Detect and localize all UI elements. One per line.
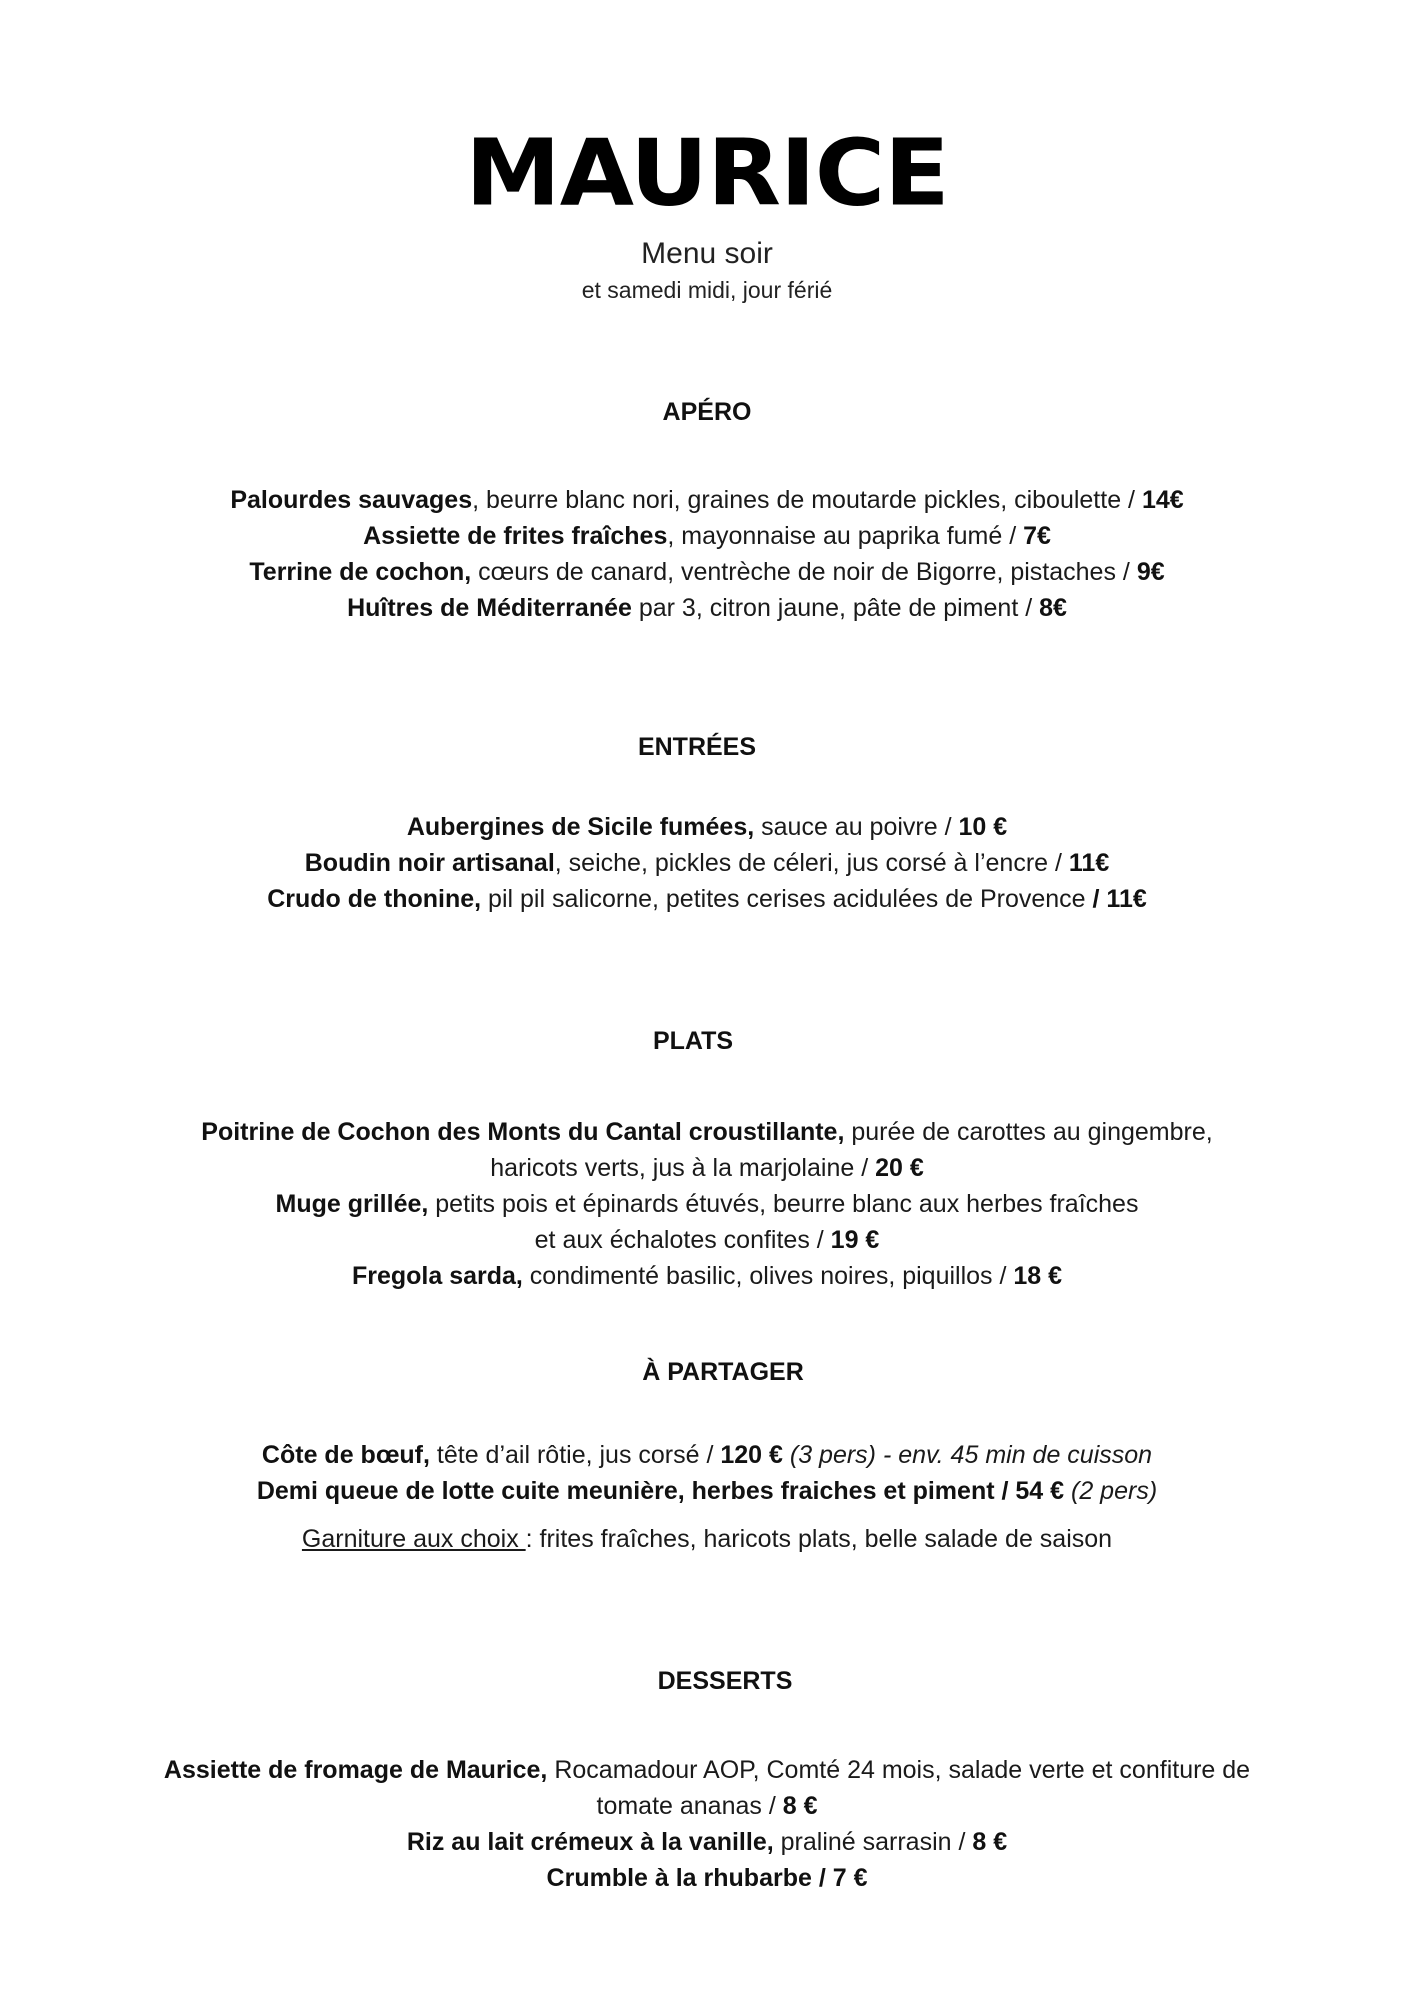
item-name: Terrine de cochon,: [249, 558, 472, 586]
item-description: purée de carottes au gingembre,: [844, 1118, 1213, 1146]
item-price: 120 €: [720, 1441, 783, 1469]
menu-item: [90, 845, 1324, 881]
menu-item-continued: [90, 1222, 1324, 1258]
item-name: Muge grillée,: [275, 1190, 429, 1218]
menu-item: [90, 1437, 1324, 1473]
item-price: 7€: [1023, 522, 1051, 550]
item-price: 14€: [1141, 486, 1184, 514]
item-name: Crudo de thonine,: [267, 885, 482, 913]
menu-item: [90, 1186, 1324, 1222]
section-partager: [90, 1437, 1324, 1557]
item-note: (3 pers) - env. 45 min de cuisson: [782, 1441, 1153, 1469]
item-description: praliné sarrasin /: [773, 1828, 973, 1856]
menu-item: [90, 1473, 1324, 1509]
item-name: Poitrine de Cochon des Monts du Cantal croustillante,: [201, 1118, 845, 1146]
section-entrees: [90, 809, 1324, 917]
item-description: cœurs de canard, ventrèche de noir de Bigorre, pistaches /: [471, 558, 1137, 586]
item-description: tête d’ail rôtie, jus corsé /: [429, 1441, 721, 1469]
item-price: 19 €: [830, 1226, 880, 1254]
item-note: (2 pers): [1064, 1477, 1158, 1505]
item-name: Palourdes sauvages: [230, 486, 473, 514]
item-description: par 3, citron jaune, pâte de piment /: [631, 594, 1040, 622]
menu-item: [90, 1114, 1324, 1150]
item-name: Huîtres de Méditerranée: [347, 594, 632, 622]
menu-subtitle: Menu soir: [641, 237, 773, 270]
item-price: 8€: [1039, 594, 1067, 622]
menu-item: [90, 1258, 1324, 1294]
item-name: Demi queue de lotte cuite meunière, herbes fraiches et piment: [256, 1477, 995, 1505]
item-description: , seiche, pickles de céleri, jus corsé à l’encre /: [554, 849, 1069, 877]
section-title-plats: PLATS: [652, 1027, 734, 1055]
menu-item: [90, 1824, 1324, 1860]
item-price: 20 €: [875, 1154, 924, 1182]
restaurant-logo: MAURICE: [465, 119, 949, 227]
menu-item: [90, 1860, 1324, 1896]
item-price: 18 €: [1013, 1262, 1063, 1290]
item-separator: /: [994, 1477, 1016, 1505]
section-title-desserts: DESSERTS: [657, 1667, 793, 1695]
item-description: et aux échalotes confites /: [534, 1226, 831, 1254]
menu-item: [90, 809, 1324, 845]
menu-item-continued: [90, 1788, 1324, 1824]
item-description: Rocamadour AOP, Comté 24 mois, salade verte et confiture de: [547, 1756, 1251, 1784]
menu-item: [90, 518, 1324, 554]
item-description: , beurre blanc nori, graines de moutarde pickles, ciboulette /: [472, 486, 1142, 514]
item-name: Assiette de frites fraîches: [363, 522, 668, 550]
menu-item: [90, 554, 1324, 590]
item-description: sauce au poivre /: [754, 813, 959, 841]
menu-item: [90, 482, 1324, 518]
section-apero: [90, 482, 1324, 626]
item-description: tomate ananas /: [596, 1792, 783, 1820]
item-name: Assiette de fromage de Maurice,: [163, 1756, 548, 1784]
item-name: Aubergines de Sicile fumées,: [406, 813, 755, 841]
garniture-line: [90, 1521, 1324, 1557]
garniture-options: : frites fraîches, haricots plats, belle salade de saison: [525, 1525, 1113, 1553]
menu-item: [90, 590, 1324, 626]
item-price: 10 €: [958, 813, 1008, 841]
item-name: Fregola sarda,: [351, 1262, 523, 1290]
menu-item: [90, 881, 1324, 917]
item-price: / 11€: [1092, 885, 1147, 913]
item-description: , mayonnaise au paprika fumé /: [667, 522, 1024, 550]
garniture-label: Garniture aux choix: [301, 1525, 526, 1553]
section-title-apero: APÉRO: [662, 398, 752, 426]
item-price: 11€: [1068, 849, 1110, 877]
item-description: haricots verts, jus à la marjolaine /: [490, 1154, 876, 1182]
section-title-partager: À PARTAGER: [642, 1358, 804, 1386]
item-name: Boudin noir artisanal: [304, 849, 555, 877]
menu-availability: et samedi midi, jour férié: [581, 277, 833, 303]
item-description: condimenté basilic, olives noires, piquillos /: [522, 1262, 1014, 1290]
item-price: 8 €: [972, 1828, 1008, 1856]
item-name: Côte de bœuf,: [261, 1441, 430, 1469]
item-price: 54 €: [1015, 1477, 1065, 1505]
item-name: Riz au lait crémeux à la vanille,: [406, 1828, 774, 1856]
item-name: Crumble à la rhubarbe / 7 €: [546, 1864, 868, 1892]
item-price: 9€: [1136, 558, 1165, 586]
item-description: pil pil salicorne, petites cerises acidulées de Provence: [481, 885, 1093, 913]
menu-item: [90, 1752, 1324, 1788]
section-title-entrees: ENTRÉES: [637, 733, 757, 761]
section-plats: [90, 1114, 1324, 1294]
item-description: petits pois et épinards étuvés, beurre blanc aux herbes fraîches: [428, 1190, 1139, 1218]
item-price: 8 €: [782, 1792, 818, 1820]
menu-item-continued: [90, 1150, 1324, 1186]
section-desserts: [90, 1752, 1324, 1896]
